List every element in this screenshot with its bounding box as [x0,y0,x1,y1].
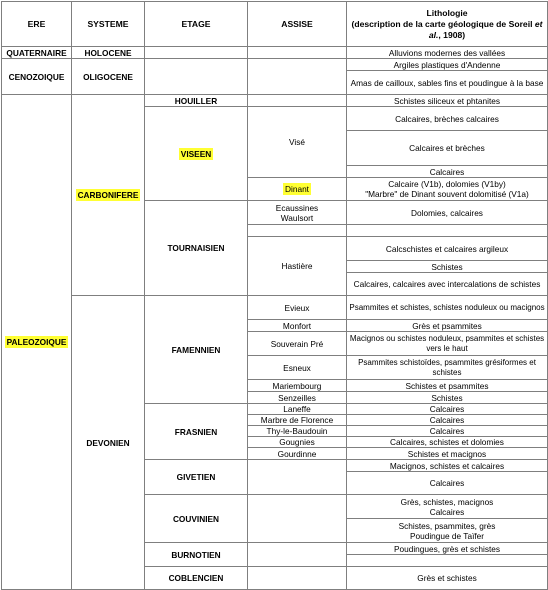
litho-laneffe: Calcaires [347,404,548,415]
era-paleozoique-label: PALEOZOIQUE [6,337,67,347]
stage-houiller: HOUILLER [145,95,248,107]
table-row [2,296,548,320]
assise-dinant [248,178,347,201]
assise-monfort: Monfort [248,320,347,332]
stage-couvinien: COUVINIEN [145,495,248,543]
header-litho-line1: Lithologie [426,7,468,18]
era-quaternaire: QUATERNAIRE [2,47,72,59]
litho-couvinien-b [347,519,548,543]
empty-cell [248,460,347,495]
litho-couvinien-4: Poudingue de Taïfer [409,530,485,541]
assise-evieux: Evieux [248,296,347,320]
litho-hastiere-1: Calcschistes et calcaires argileux [347,237,548,261]
system-devonien: DEVONIEN [72,296,145,590]
litho-couvinien-3: Schistes, psammites, grès [398,520,496,531]
stage-viseen-label: VISEEN [180,148,212,159]
empty-cell [248,543,347,567]
litho-dinant-1: Calcaire (V1b), dolomies (V1by) [388,179,506,189]
litho-alluvions: Alluvions modernes des vallées [347,47,548,59]
litho-vise-2: Calcaires et brèches [347,131,548,166]
litho-souverain-pre: Macignos ou schistes noduleux, psammites et schistes vers le haut [347,332,548,356]
assise-laneffe: Laneffe [248,404,347,415]
table-row [2,95,548,107]
table-row [2,47,548,59]
header-row [2,2,548,47]
header-litho-line2 [349,19,545,41]
stage-viseen [145,107,248,201]
header-etage: ETAGE [145,2,248,47]
empty-cell [248,495,347,543]
litho-vise-3: Calcaires [347,166,548,178]
litho-couvinien-2: Calcaires [429,506,465,517]
stage-tournaisien: TOURNAISIEN [145,201,248,296]
header-lithologie [347,2,548,47]
empty-cell [248,225,347,237]
system-holocene: HOLOCENE [72,47,145,59]
litho-senzeilles: Schistes [347,392,548,404]
assise-gourdinne: Gourdinne [248,448,347,460]
header-litho-line2-a: (description de la carte géologique de Soreil [351,18,535,29]
stage-givetien: GIVETIEN [145,460,248,495]
litho-gourdinne: Schistes et macignos [347,448,548,460]
table-row [2,59,548,71]
header-litho-line2-b: , 1908) [438,29,466,40]
litho-amas: Amas de cailloux, sables fins et poudingue à la base [347,71,548,95]
assise-esneux: Esneux [248,356,347,380]
assise-ecaussines: Ecaussines [275,202,319,213]
litho-ecaussines: Dolomies, calcaires [347,201,548,225]
litho-thy-le-baudouin: Calcaires [347,426,548,437]
litho-mariembourg: Schistes et psammites [347,380,548,392]
litho-couvinien-a [347,495,548,519]
empty-cell [347,225,548,237]
litho-gougnies: Calcaires, schistes et dolomies [347,437,548,448]
litho-dinant [347,178,548,201]
assise-marbre-florence: Marbre de Florence [248,415,347,426]
assise-dinant-label: Dinant [285,184,309,194]
litho-givetien-2: Calcaires [347,472,548,495]
stratigraphy-table [1,1,548,590]
empty-cell [145,59,248,95]
system-oligocene: OLIGOCENE [72,59,145,95]
assise-senzeilles: Senzeilles [248,392,347,404]
litho-marbre-florence: Calcaires [347,415,548,426]
litho-evieux: Psammites et schistes, schistes noduleux ou macignos [347,296,548,320]
empty-cell [145,47,248,59]
era-cenozoique: CENOZOIQUE [2,59,72,95]
assise-mariembourg: Mariembourg [248,380,347,392]
litho-couvinien-1: Grès, schistes, macignos [400,496,494,507]
empty-cell [248,47,347,59]
litho-burnotien: Poudingues, grès et schistes [347,543,548,555]
assise-vise: Visé [248,107,347,178]
litho-hastiere-2: Schistes [347,261,548,273]
assise-souverain-pre: Souverain Pré [248,332,347,356]
litho-hastiere-3: Calcaires, calcaires avec intercalations de schistes [347,273,548,296]
empty-cell [248,59,347,95]
assise-hastiere: Hastière [248,237,347,296]
assise-waulsort: Waulsort [280,212,314,223]
litho-dinant-2: "Marbre" de Dinant souvent dolomitisé (V1a) [365,189,529,199]
litho-vise-1: Calcaires, brèches calcaires [347,107,548,131]
header-litho-line2-em: et al. [428,18,543,40]
litho-monfort: Grès et psammites [347,320,548,332]
assise-thy-le-baudouin: Thy-le-Baudouin [248,426,347,437]
stage-coblencien: COBLENCIEN [145,567,248,590]
system-carbonifere-label: CARBONIFERE [77,190,139,200]
litho-coblencien: Grès et schistes [347,567,548,590]
stage-burnotien: BURNOTIEN [145,543,248,567]
header-systeme: SYSTEME [72,2,145,47]
empty-cell [347,555,548,567]
assise-gougnies: Gougnies [248,437,347,448]
stage-frasnien: FRASNIEN [145,404,248,460]
litho-esneux: Psammites schistoïdes, psammites grésiformes et schistes [347,356,548,380]
empty-cell [248,95,347,107]
assise-ecaussines-waulsort [248,201,347,225]
era-paleozoique [2,95,72,590]
header-ere: ERE [2,2,72,47]
litho-argiles: Argiles plastiques d'Andenne [347,59,548,71]
header-assise: ASSISE [248,2,347,47]
stage-famennien: FAMENNIEN [145,296,248,404]
litho-givetien-1: Macignos, schistes et calcaires [347,460,548,472]
system-carbonifere [72,95,145,296]
litho-houiller: Schistes siliceux et phtanites [347,95,548,107]
